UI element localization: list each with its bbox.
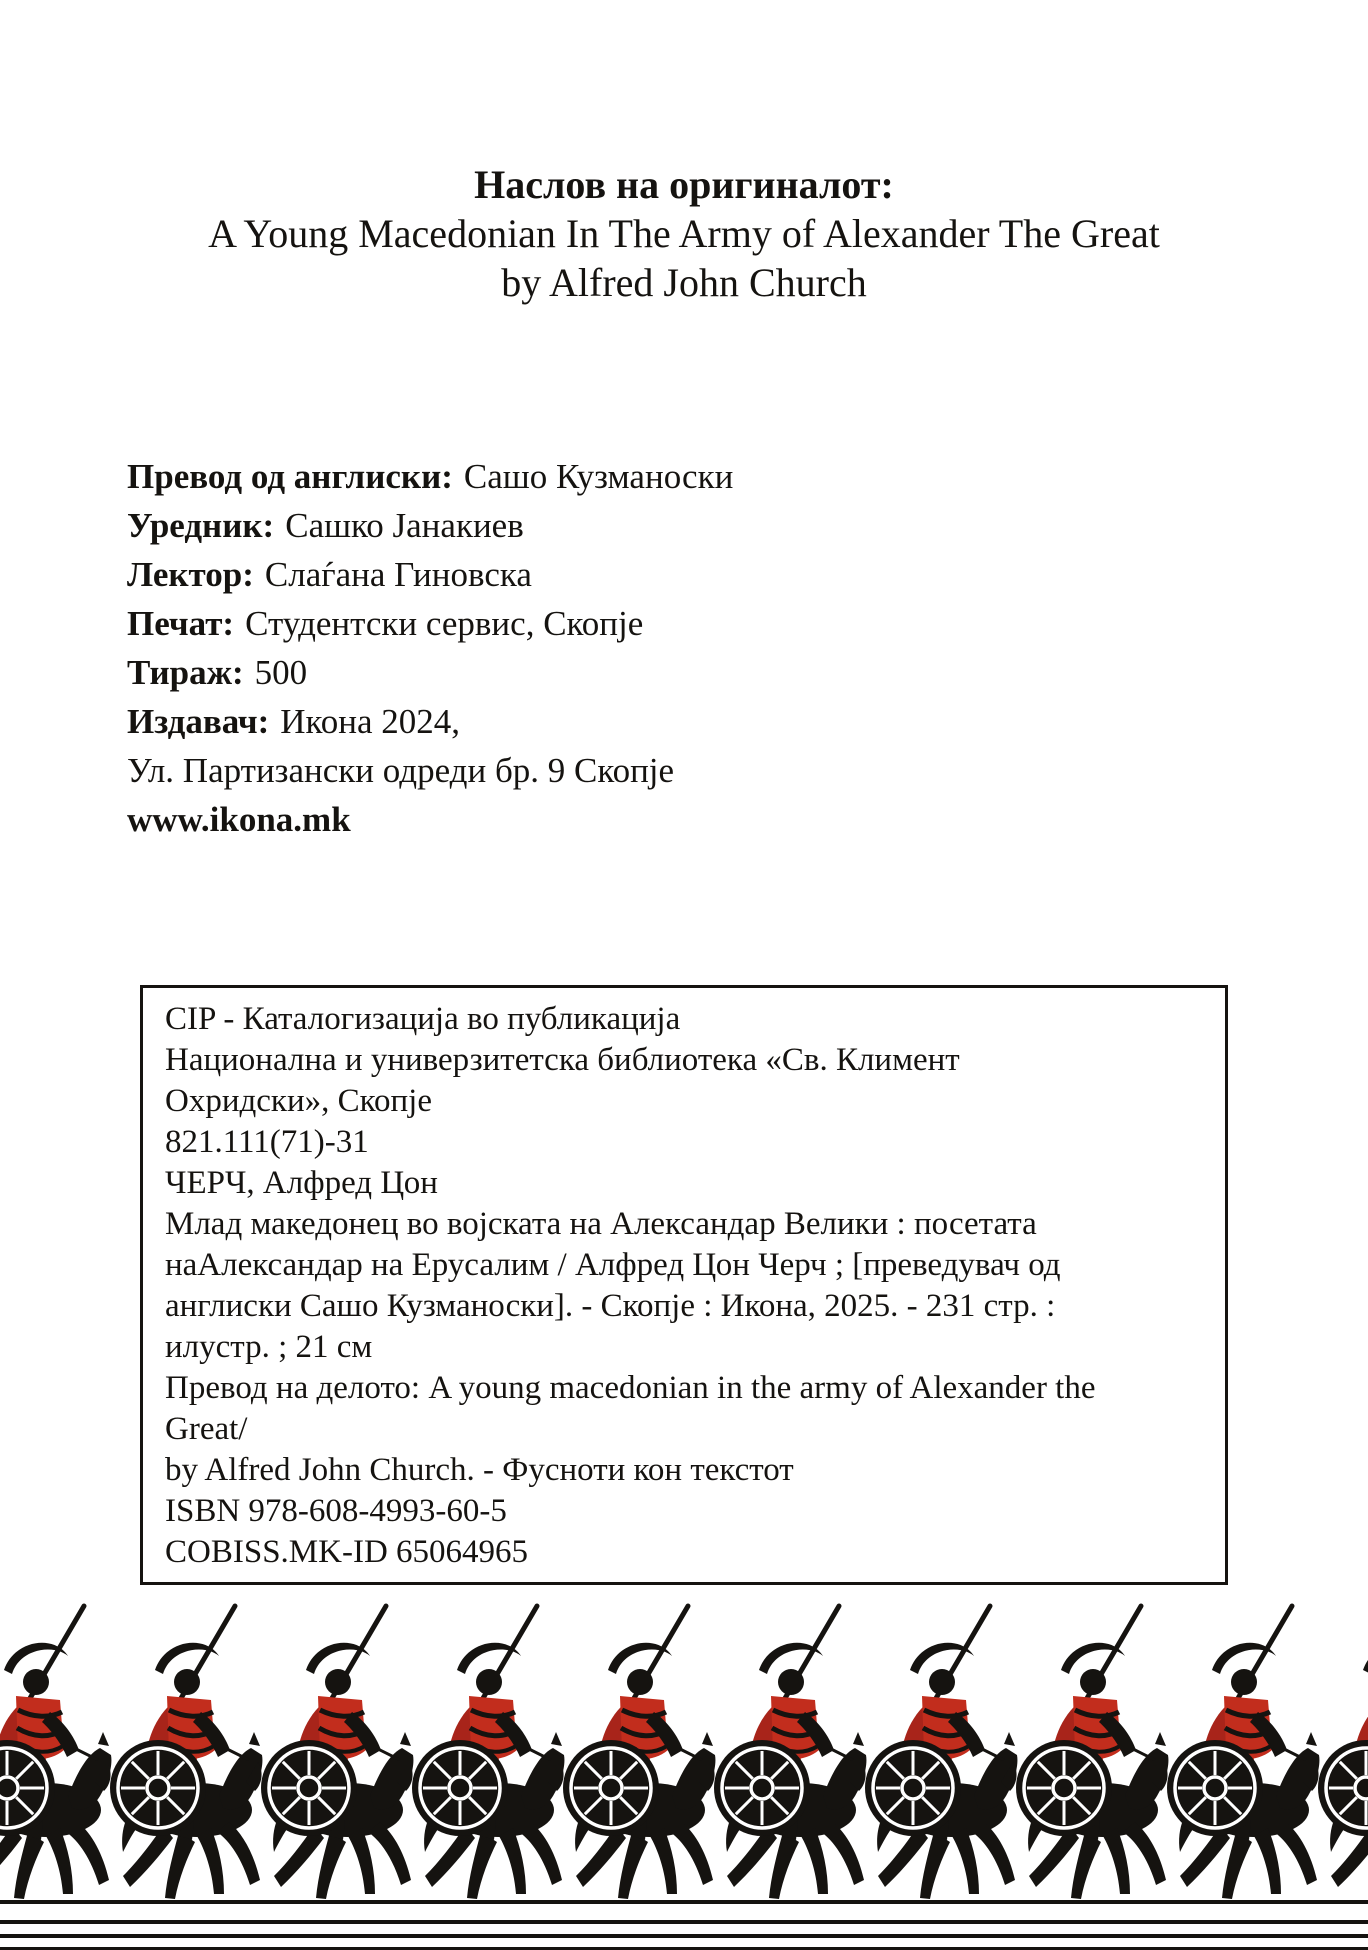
original-title-heading: Наслов на оригиналот: [474,162,894,207]
credit-value: Сашо Кузманоски [463,457,734,496]
cip-line: ЧЕРЧ, Алфред Цон [165,1165,438,1201]
cip-line: наАлександар на Ерусалим / Алфред Цон Черч ; [преведувач од [165,1247,1061,1283]
frieze-border-line [0,1934,1368,1938]
horseman-icon [412,1606,564,1899]
credit-label: Превод од англиски: [127,457,453,496]
horseman-icon [1318,1606,1368,1899]
cip-line: by Alfred John Church. - Фусноти кон текстот [165,1452,794,1488]
credit-row-printer [127,599,1278,648]
credit-row-website [127,795,1278,844]
horseman-icon [714,1606,866,1899]
horseman-icon [1167,1606,1319,1899]
cip-line: 821.111(71)-31 [165,1124,369,1160]
credit-label: Издавач: [127,702,270,741]
horseman-icon [563,1606,715,1899]
credit-value: Слаѓана Гиновска [264,555,532,594]
credit-row-circulation [127,648,1278,697]
horseman-icon [1016,1606,1168,1899]
horseman-icon [0,1606,111,1899]
cip-catalog-box [140,985,1228,1585]
frieze-border-line [0,1920,1368,1924]
credit-value: 500 [254,653,308,692]
credit-value: Икона 2024, [280,702,461,741]
credit-label: Уредник: [127,506,275,545]
cip-line: англиски Сашо Кузманоски]. - Скопје : Икона, 2025. - 231 стр. : [165,1288,1056,1324]
credit-label: Печат: [127,604,235,643]
publication-credits [127,452,1278,844]
warrior-frieze [0,1598,1368,1950]
cip-line: Превод на делото: A young macedonian in the army of Alexander the [165,1370,1096,1406]
cip-line: ISBN 978-608-4993-60-5 [165,1493,507,1529]
credit-row-publisher [127,697,1278,746]
horseman-icon [110,1606,262,1899]
cip-line: Млад македонец во војската на Александар Велики : посетата [165,1206,1037,1242]
credit-value: Ул. Партизански одреди бр. 9 Скопје [127,751,675,790]
credit-value: Студентски сервис, Скопје [245,604,644,643]
cip-line: илустр. ; 21 см [165,1329,373,1365]
credit-row-editor [127,501,1278,550]
credit-value: Сашко Јанакиев [285,506,524,545]
credit-label: Лектор: [127,555,254,594]
original-title-line: A Young Macedonian In The Army of Alexander The Great [208,211,1160,256]
credit-row-proofreader [127,550,1278,599]
cip-line: Национална и универзитетска библиотека «Св. Климент [165,1042,960,1078]
credit-label: www.ikona.mk [127,800,351,839]
cip-line: Great/ [165,1411,248,1447]
horseman-icon [865,1606,1017,1899]
credit-row-translator [127,452,1278,501]
credit-row-publisher-address [127,746,1278,795]
horsemen-pattern [0,1598,1368,1906]
cip-line: CIP - Каталогизација во публикација [165,1001,681,1037]
cip-line: COBISS.MK-ID 65064965 [165,1534,529,1570]
horseman-icon [261,1606,413,1899]
cip-line: Охридски», Скопје [165,1083,432,1119]
original-title-block [0,160,1368,307]
original-author-line: by Alfred John Church [501,260,867,305]
credit-label: Тираж: [127,653,244,692]
frieze-ground-line [0,1900,1368,1904]
